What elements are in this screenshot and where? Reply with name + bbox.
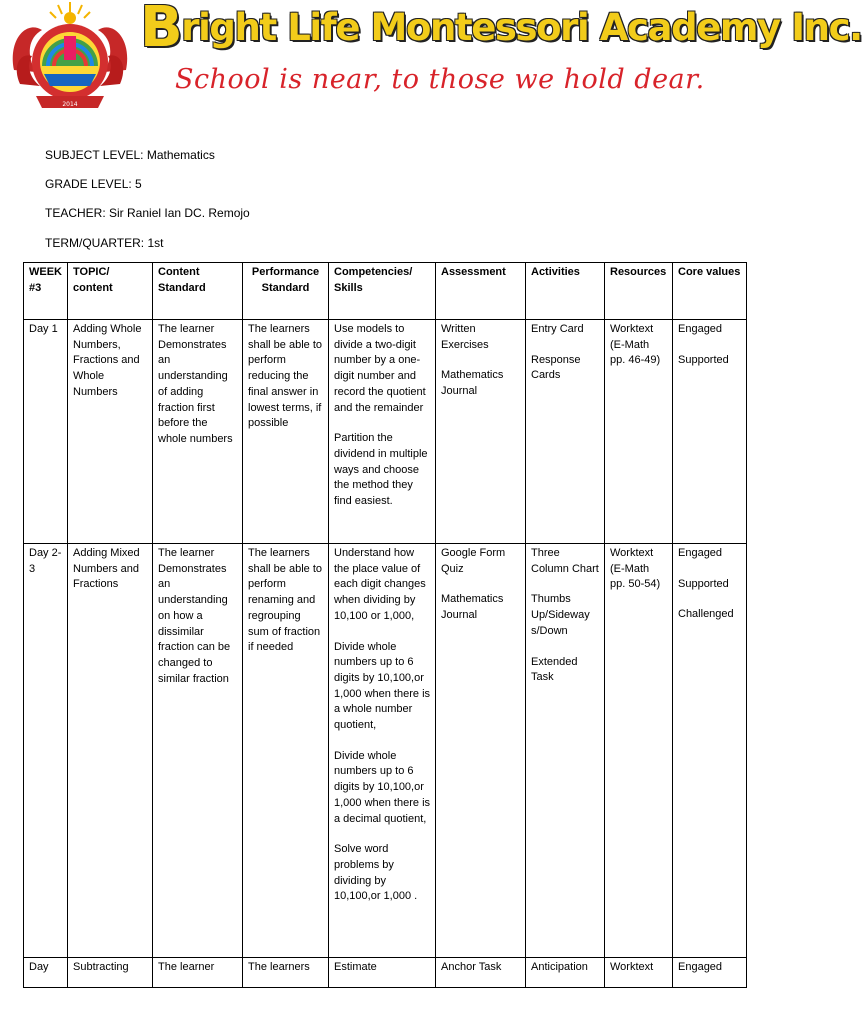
topic-cell: Adding Whole Numbers, Fractions and Whole Numbers [68, 320, 153, 544]
header-content-standard: Content Standard [153, 263, 243, 320]
competencies-cell [329, 320, 436, 544]
competency-item: Solve word problems by dividing by 10,100,or 1,000 . [334, 843, 418, 903]
topic-cell: Adding Mixed Numbers and Fractions [68, 544, 153, 958]
content-standard-cell: The learner Demonstrates an understanding of adding fraction first before the whole numbers [153, 320, 243, 544]
assessment-cell [436, 958, 526, 988]
activity-item: Response Cards [531, 353, 581, 382]
assessment-item: Mathematics Journal [441, 593, 504, 622]
resources-cell: Worktext (E-Math pp. 50-54) [605, 544, 673, 958]
assessment-item: Google Form Quiz [441, 547, 506, 575]
competency-item: Divide whole numbers up to 6 digits by 10,100,or 1,000 when there is a decimal quotient, [334, 749, 431, 825]
core-value-item: Challenged [678, 608, 734, 621]
competency-item: Divide whole numbers up to 6 digits by 10,100,or 1,000 when there is a whole number quotient, [334, 640, 431, 732]
competency-item: Understand how the place value of each digit changes when dividing by 10,100 or 1,000, [334, 547, 426, 622]
school-name [140, 0, 862, 60]
school-name-initial: B [140, 0, 182, 60]
assessment-item: Mathematics Journal [441, 369, 504, 398]
performance-standard-cell: The learners shall be able to perform reducing the final answer in lowest terms, if possible [243, 320, 329, 544]
subject-level: SUBJECT LEVEL: Mathematics [45, 148, 215, 162]
school-tagline: School is near, to those we hold dear. [175, 64, 705, 95]
core-value-item: Engaged [678, 547, 723, 559]
core-value-item: Engaged [678, 323, 723, 335]
activity-item: Extended Task [531, 655, 578, 684]
header-competencies: Competencies/ Skills [329, 263, 436, 320]
activities-cell [526, 320, 605, 544]
school-logo [6, 0, 134, 118]
table-header-row [24, 263, 747, 320]
topic-cell: Subtracting [68, 958, 153, 988]
competency-item: Estimate [334, 961, 377, 973]
assessment-item: Anchor Task [441, 961, 502, 973]
activity-item: Entry Card [531, 323, 584, 335]
resources-cell: Worktext [605, 958, 673, 988]
core-values-cell [673, 544, 747, 958]
table-row [24, 958, 747, 988]
core-values-cell [673, 320, 747, 544]
core-value-item: Supported [678, 353, 729, 366]
header-topic: TOPIC/ content [68, 263, 153, 320]
competencies-cell [329, 544, 436, 958]
term-quarter: TERM/QUARTER: 1st [45, 236, 164, 250]
competencies-cell [329, 958, 436, 988]
assessment-cell [436, 320, 526, 544]
header-performance-standard: Performance Standard [243, 263, 329, 320]
header-core-values: Core values [673, 263, 747, 320]
lesson-plan-table [23, 262, 747, 988]
table-row [24, 544, 747, 958]
header-week: WEEK #3 [24, 263, 68, 320]
activities-cell [526, 958, 605, 988]
competency-item: Use models to divide a two-digit number by a one-digit number and record the quotient and the remainder [334, 323, 426, 414]
header-assessment: Assessment [436, 263, 526, 320]
assessment-cell [436, 544, 526, 958]
header-resources: Resources [605, 263, 673, 320]
activity-item: Anticipation [531, 961, 588, 973]
core-values-cell [673, 958, 747, 988]
content-standard-cell: The learner Demonstrates an understanding on how a dissimilar fraction can be changed to similar fraction [153, 544, 243, 958]
table-row [24, 320, 747, 544]
week-cell: Day 2-3 [24, 544, 68, 958]
teacher: TEACHER: Sir Raniel Ian DC. Remojo [45, 206, 250, 220]
logo-text: 2014 [62, 101, 78, 108]
header-activities: Activities [526, 263, 605, 320]
performance-standard-cell: The learners [243, 958, 329, 988]
content-standard-cell: The learner [153, 958, 243, 988]
competency-item: Partition the dividend in multiple ways and choose the method they find easiest. [334, 432, 428, 508]
week-cell: Day [24, 958, 68, 988]
activity-item: Three Column Chart [531, 547, 599, 575]
grade-level: GRADE LEVEL: 5 [45, 177, 142, 191]
resources-cell: Worktext (E-Math pp. 46-49) [605, 320, 673, 544]
activities-cell [526, 544, 605, 958]
core-value-item: Supported [678, 577, 729, 590]
performance-standard-cell: The learners shall be able to perform renaming and regrouping sum of fraction if needed [243, 544, 329, 958]
assessment-item: Written Exercises [441, 323, 489, 351]
week-cell: Day 1 [24, 320, 68, 544]
activity-item: Thumbs Up/Sideway s/Down [531, 593, 590, 637]
core-value-item: Engaged [678, 961, 723, 973]
letterhead [0, 0, 862, 120]
school-name-rest: right Life Montessori Academy Inc. [181, 6, 862, 49]
